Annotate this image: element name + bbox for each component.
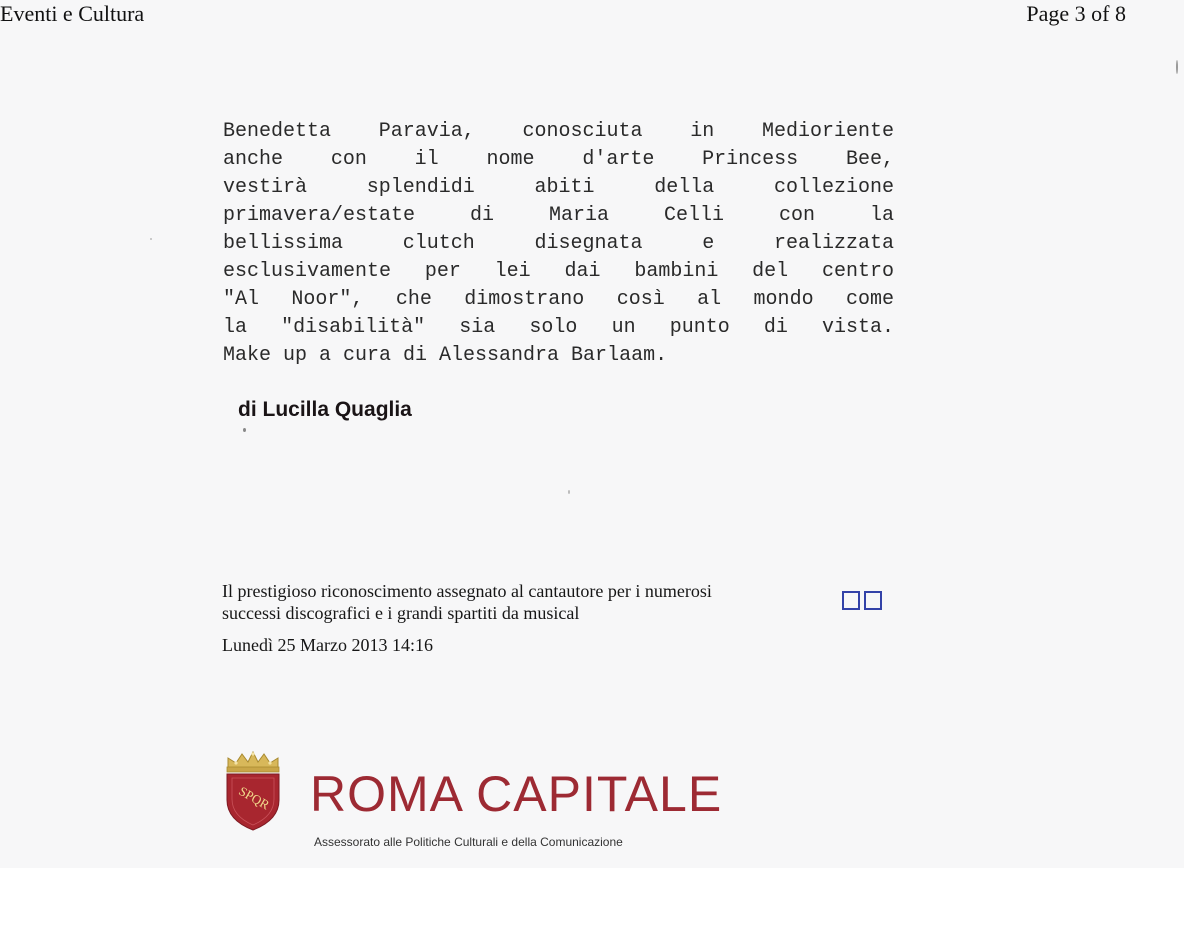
article-line: "Al Noor", che dimostrano così al mondo come <box>223 288 894 311</box>
article-line: anche con il nome d'arte Princess Bee, <box>223 148 894 171</box>
scan-speck <box>150 238 152 240</box>
logo-title: ROMA CAPITALE <box>310 766 723 822</box>
article-line: vestirà splendidi abiti della collezione <box>223 176 894 199</box>
publish-date: Lunedì 25 Marzo 2013 14:16 <box>222 635 433 655</box>
section-title: Eventi e Cultura <box>0 1 145 26</box>
article-body <box>223 118 894 370</box>
emblem-text: SPQR <box>236 783 273 813</box>
teaser-line: Il prestigioso riconoscimento assegnato al cantautore per i numerosi <box>222 581 712 601</box>
article-line: Make up a cura di Alessandra Barlaam. <box>223 344 668 367</box>
logo-subtitle: Assessorato alle Politiche Culturali e della Comunicazione <box>314 835 623 849</box>
placeholder-box-icon <box>842 591 860 610</box>
article-line: esclusivamente per lei dai bambini del centro <box>223 260 894 283</box>
placeholder-box-icon <box>864 591 882 610</box>
next-article-teaser <box>222 580 822 624</box>
article-line: primavera/estate di Maria Celli con la <box>223 204 894 227</box>
missing-image-placeholder <box>842 591 882 610</box>
page-number: Page 3 of 8 <box>1026 1 1126 26</box>
article-line: bellissima clutch disegnata e realizzata <box>223 232 894 255</box>
roma-capitale-emblem-icon <box>222 750 284 832</box>
teaser-line: successi discografici e i grandi spartiti da musical <box>222 603 580 623</box>
scan-speck <box>1176 60 1178 74</box>
article-line: la "disabilità" sia solo un punto di vista. <box>223 316 894 339</box>
scan-speck <box>568 490 570 494</box>
scan-speck <box>243 428 246 432</box>
article-line: Benedetta Paravia, conosciuta in Medioriente <box>223 120 894 143</box>
article-author: di Lucilla Quaglia <box>238 398 412 421</box>
